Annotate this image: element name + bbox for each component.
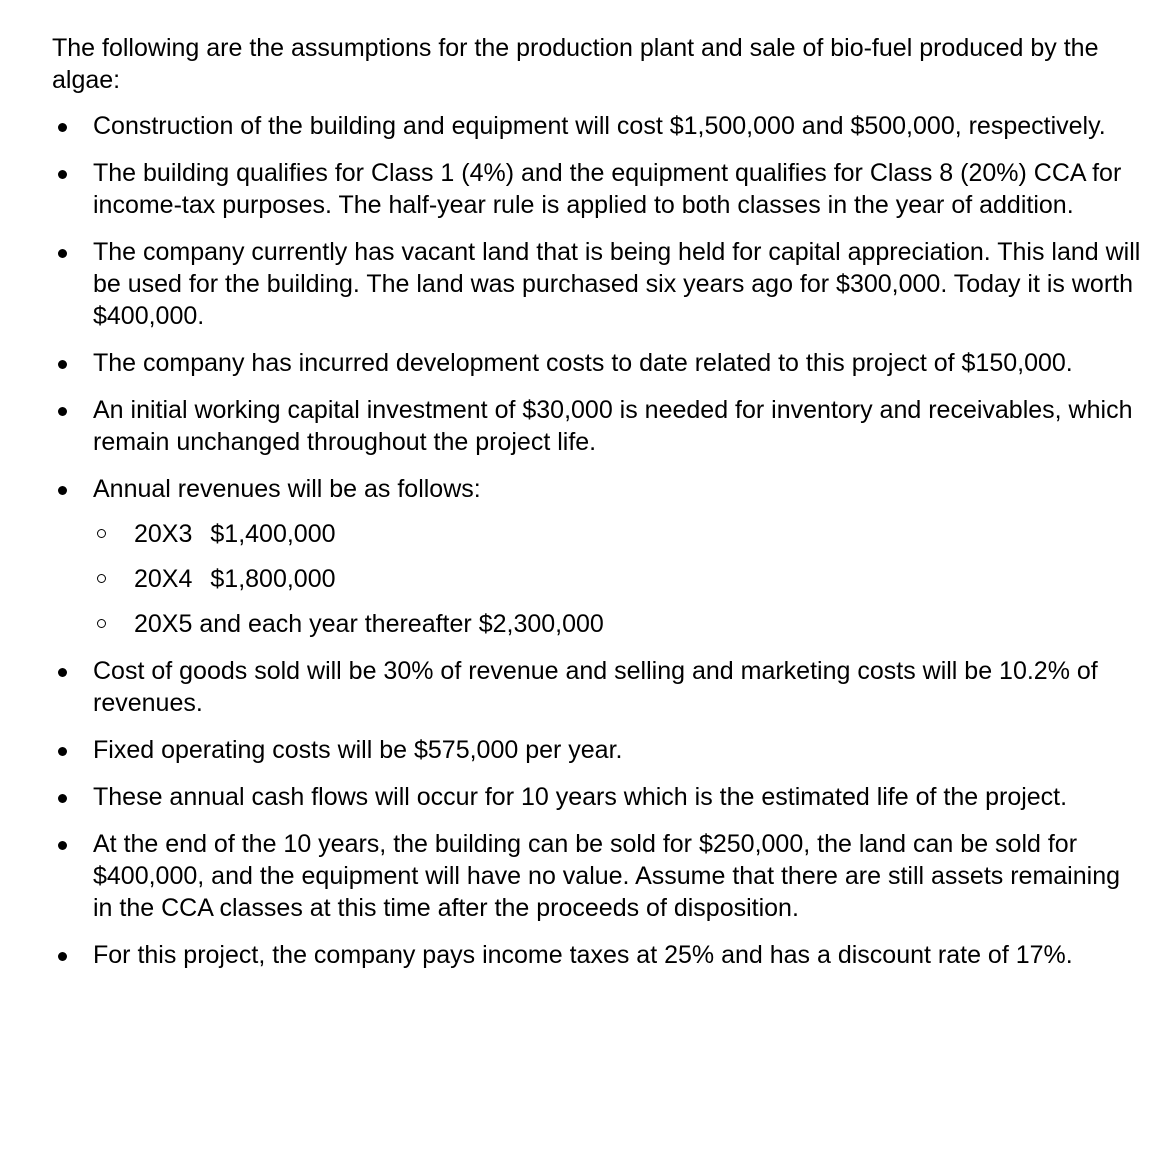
list-item: [52, 157, 1142, 221]
revenue-amount: $2,300,000: [478, 610, 604, 638]
list-item: [52, 828, 1142, 924]
list-item: [52, 110, 1142, 142]
bullet-icon: [58, 360, 67, 369]
sublist-item: [93, 518, 1142, 550]
list-item: [52, 236, 1142, 332]
list-item-revenues: [52, 473, 1142, 640]
list-item-text: Construction of the building and equipment will cost $1,500,000 and $500,000, respectively.: [93, 112, 1106, 140]
list-item-text: The company has incurred development costs to date related to this project of $150,000.: [93, 349, 1073, 377]
sublist-item: [93, 563, 1142, 595]
list-item: [52, 781, 1142, 813]
hollow-bullet-icon: [97, 619, 106, 628]
list-item: [52, 734, 1142, 766]
revenue-amount: $1,800,000: [210, 565, 336, 593]
intro-paragraph: The following are the assumptions for the production plant and sale of bio-fuel produced by the algae:: [52, 34, 1099, 94]
list-item: [52, 655, 1142, 719]
bullet-icon: [58, 486, 67, 495]
bullet-icon: [58, 170, 67, 179]
list-item-text: At the end of the 10 years, the building can be sold for $250,000, the land can be sold for $400,000, and the equipment will have no value. Assume that there are still assets remaining in the CCA classes at this time after the proceeds of disposition.: [93, 830, 1121, 922]
list-item-text: The company currently has vacant land that is being held for capital appreciation. This land will be used for the building. The land was purchased six years ago for $300,000. Today it is worth $400,000.: [93, 238, 1141, 330]
sublist-item: [93, 608, 1142, 640]
bullet-icon: [58, 952, 67, 961]
list-item-text: An initial working capital investment of $30,000 is needed for inventory and receivables, which remain unchanged throughout the project life.: [93, 396, 1133, 456]
bullet-icon: [58, 794, 67, 803]
list-item: [52, 939, 1142, 971]
list-item-text: Annual revenues will be as follows:: [93, 475, 481, 503]
revenue-year: 20X4: [134, 565, 193, 593]
document-page: [52, 32, 1142, 986]
list-item-text: The building qualifies for Class 1 (4%) and the equipment qualifies for Class 8 (20%) CCA for income-tax purposes. The half-year rule is applied to both classes in the year of addition.: [93, 159, 1122, 219]
list-item: [52, 347, 1142, 379]
list-item-text: Fixed operating costs will be $575,000 per year.: [93, 736, 623, 764]
revenue-year: 20X5 and each year thereafter: [134, 610, 472, 638]
list-item-text: These annual cash flows will occur for 10 years which is the estimated life of the project.: [93, 783, 1068, 811]
bullet-icon: [58, 407, 67, 416]
bullet-icon: [58, 668, 67, 677]
bullet-icon: [58, 841, 67, 850]
hollow-bullet-icon: [97, 574, 106, 583]
bullet-icon: [58, 123, 67, 132]
list-item: [52, 394, 1142, 458]
revenue-year: 20X3: [134, 520, 193, 548]
list-item-text: For this project, the company pays income taxes at 25% and has a discount rate of 17%.: [93, 941, 1073, 969]
revenue-amount: $1,400,000: [210, 520, 336, 548]
assumptions-list: [52, 110, 1142, 971]
hollow-bullet-icon: [97, 529, 106, 538]
bullet-icon: [58, 747, 67, 756]
revenue-sublist: [93, 518, 1142, 640]
bullet-icon: [58, 249, 67, 258]
list-item-text: Cost of goods sold will be 30% of revenue and selling and marketing costs will be 10.2% of revenues.: [93, 657, 1098, 717]
